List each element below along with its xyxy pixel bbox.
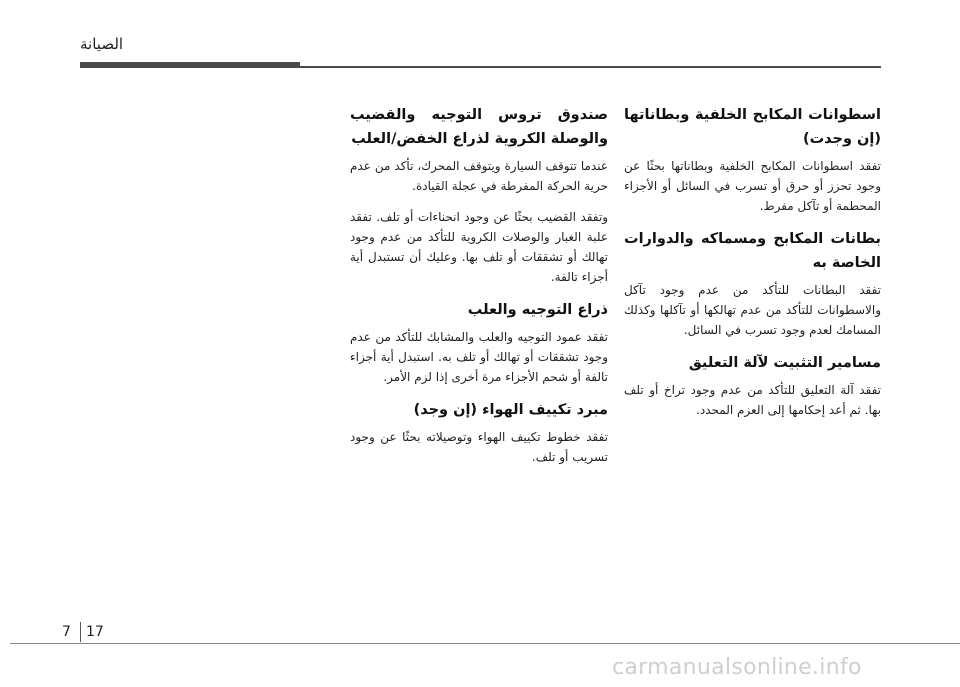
section-body: تفقد اسطوانات المكابح الخلفية وبطاناتها بحثًا عن وجود تحزز أو حرق أو تسرب في السائل أو الأجزاء المحطمة أو تآكل مفرط. xyxy=(624,159,881,213)
section-body: تفقد خطوط تكييف الهواء وتوصيلاته بحثًا عن وجود تسريب أو تلف. xyxy=(350,430,608,464)
section-suspension-bolts xyxy=(624,351,881,420)
header-rule xyxy=(300,66,881,68)
section-body: تفقد البطانات للتأكد من عدم وجود تآكل والاسطوانات للتأكد من عدم تهالكها أو تآكلها وكذلك المسامك لعدم وجود تسرب في السائل. xyxy=(624,283,881,337)
left-column xyxy=(350,103,608,478)
section-steering-gear xyxy=(350,103,608,196)
section-steering-rod xyxy=(350,207,608,287)
header-bar xyxy=(80,62,300,68)
header-title: الصيانة xyxy=(80,35,124,53)
section-body: تفقد آلة التعليق للتأكد من عدم وجود تراخ أو تلف بها. ثم أعد إحكامها إلى العزم المحدد. xyxy=(624,383,881,417)
section-heading: ذراع التوجيه والعلب xyxy=(467,302,608,318)
section-body: عندما تتوقف السيارة ويتوقف المحرك، تأكد من عدم حرية الحركة المفرطة في عجلة القيادة. xyxy=(350,159,608,193)
section-steering-arm xyxy=(350,298,608,387)
right-column xyxy=(624,103,881,431)
section-ac-refrigerant xyxy=(350,398,608,467)
footer-rule xyxy=(10,643,960,644)
page-number: 17 xyxy=(86,624,104,640)
section-heading: مبرد تكييف الهواء (إن وجد) xyxy=(413,402,608,418)
section-heading: صندوق تروس التوجيه والقضيب والوصلة الكروية لذراع الخفض/العلب xyxy=(350,107,608,147)
section-heading: بطانات المكابح ومسماكه والدوارات الخاصة به xyxy=(624,231,881,271)
chapter-number: 7 xyxy=(62,624,71,640)
section-brake-pads-calipers xyxy=(624,227,881,340)
watermark: carmanualsonline.info xyxy=(612,655,862,680)
section-body: تفقد عمود التوجيه والعلب والمشابك للتأكد من عدم وجود تشققات أو تهالك أو تلف به. استبدل أية أجزاء تالفة أو شحم الأجزاء مرة أخرى إذا لزم الأمر. xyxy=(350,330,608,384)
footer-divider xyxy=(80,622,81,642)
section-body: وتفقد القضيب بحثًا عن وجود انحناءات أو تلف. تفقد علبة الغبار والوصلات الكروية للتأكد من عدم وجود تهالك أو تشققات أو تلف بها. وعليك أن تستبدل أية أجزاء تالفة. xyxy=(350,210,608,284)
section-heading: اسطوانات المكابح الخلفية وبطاناتها (إن وجدت) xyxy=(624,107,881,147)
section-rear-brake-cylinders xyxy=(624,103,881,216)
section-heading: مسامير التثبيت لآلة التعليق xyxy=(688,355,881,371)
